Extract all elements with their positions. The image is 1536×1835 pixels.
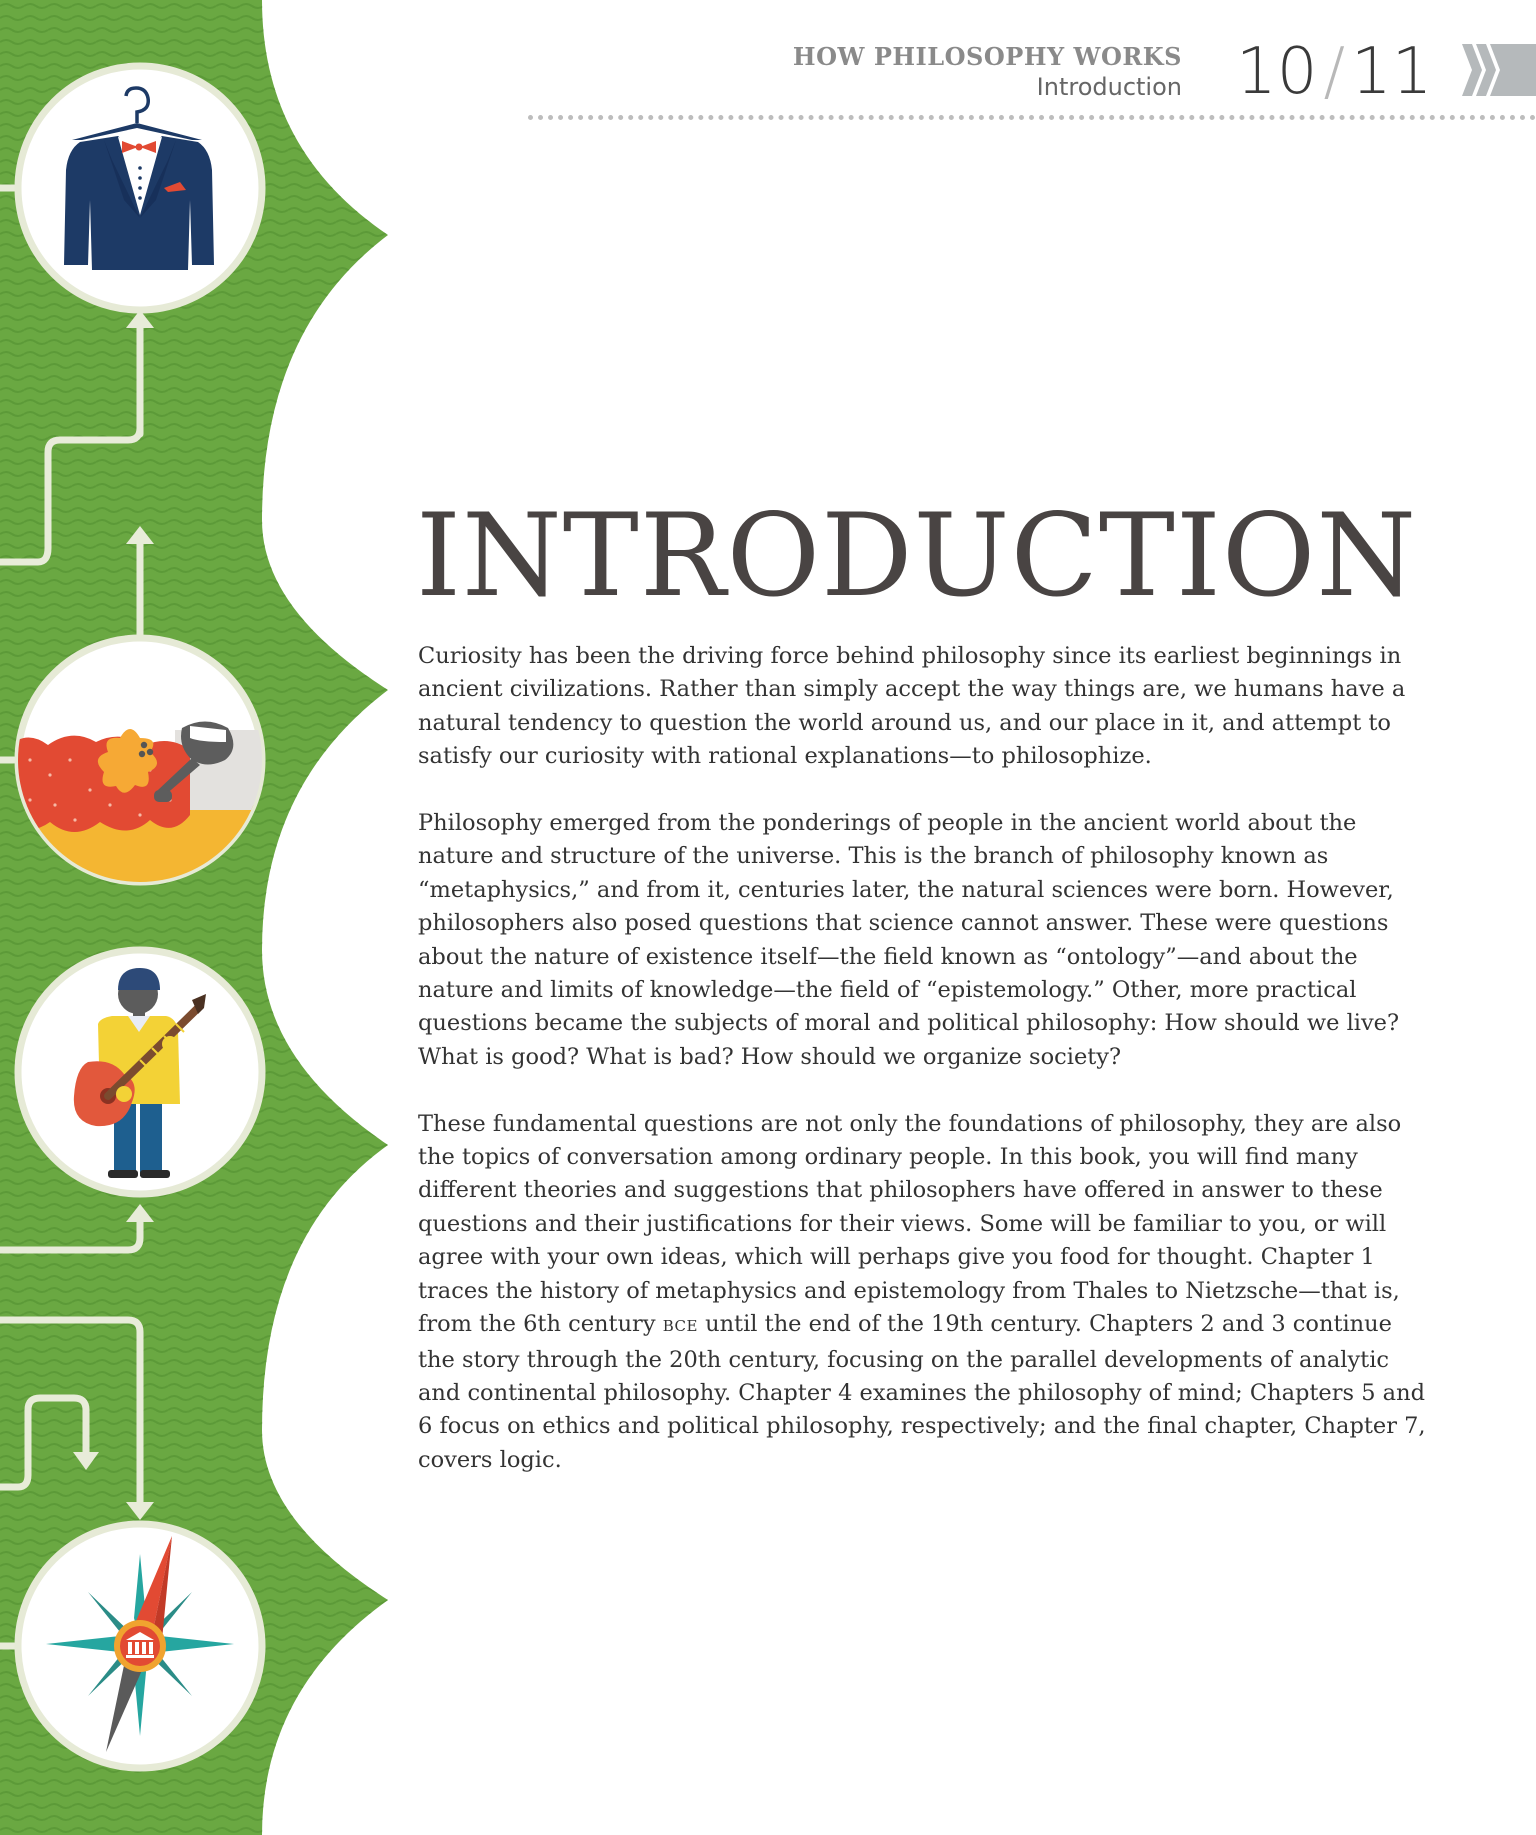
paragraph-2: Philosophy emerged from the ponderings of people in the ancient world about the nature and structure of the universe. This is the branch of philosophy known as “metaphysics,” and from it, centuries later, the natural sciences were born. However, philosophers also posed questions that science cannot answer. These were questions about the nature of existence itself—the field known as “ontology”—and about the nature and limits of knowledge—the field of “epistemology.” Other, more practical questions became the subjects of moral and political philosophy: How should we live? What is good? What is bad? How should we organize society?: [418, 810, 1400, 1070]
running-header: [793, 42, 1182, 101]
paragraph-1: Curiosity has been the driving force behind philosophy since its earliest beginnings in ancient civilizations. Rather than simply accept the way things are, we humans have a natural tendency to question the world around us, and our place in it, and attempt to satisfy our curiosity with rational explanations—to philosophize.: [418, 643, 1406, 770]
paragraph-3-text-b: until the end of the 19th century. Chapters 2 and 3 continue the story through the 20th century, focusing on the parallel developments of analytic and continental philosophy. Chapter 4 examines the philosophy of mind; Chapters 5 and 6 focus on ethics and political philosophy, respectively; and the final chapter, Chapter 7, covers logic.: [418, 1311, 1426, 1473]
page-numbers: [1236, 36, 1432, 108]
body-text: [418, 640, 1428, 1511]
compass-icon: [18, 1524, 262, 1768]
page-number-left: 10: [1236, 35, 1318, 109]
header-divider: [528, 115, 1536, 120]
paragraph-3: [418, 1108, 1428, 1477]
guitar-player-icon: [18, 950, 262, 1194]
decorative-illustration-strip: [0, 0, 400, 1835]
section-name: Introduction: [1036, 73, 1182, 101]
book-title: HOW PHILOSOPHY WORKS: [792, 42, 1182, 71]
chevron-right-icon: [1462, 44, 1536, 96]
era-abbreviation: BCE: [662, 1317, 698, 1336]
page-number-right: 11: [1351, 35, 1433, 109]
suit-icon: [18, 66, 262, 310]
page-separator: /: [1323, 35, 1345, 109]
page-title: INTRODUCTION: [416, 489, 1418, 622]
paragraph-3-text-a: These fundamental questions are not only the foundations of philosophy, they are also the topics of conversation among ordinary people. In this book, you will find many different theories and suggestions that philosophers have offered in answer to these questions and their justifications for their views. Some will be familiar to you, or will agree with your own ideas, which will perhaps give you food for thought. Chapter 1 traces the history of metaphysics and epistemology from Thales to Nietzsche—that is, from the 6th century: [418, 1110, 1402, 1338]
